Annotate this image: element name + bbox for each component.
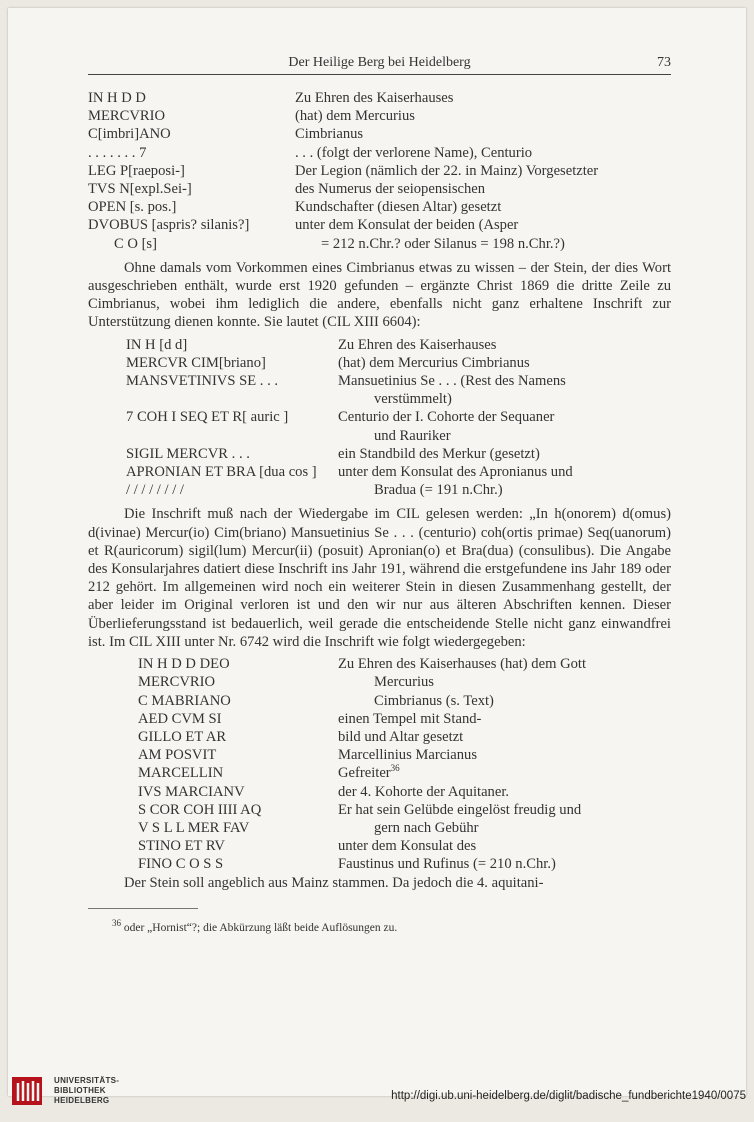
- latin-line: APRONIAN ET BRA [dua cos ]: [126, 464, 317, 481]
- inscription-row: [88, 180, 671, 198]
- latin-line: V S L L MER FAV: [138, 819, 250, 836]
- latin-line: IVS MARCIANV: [138, 783, 245, 800]
- german-line: [338, 764, 671, 782]
- inscription-row: [88, 89, 671, 107]
- german-line: gern nach Gebühr: [374, 819, 479, 836]
- german-line: (hat) dem Mercurius: [295, 108, 415, 125]
- inscription-row: [88, 801, 671, 819]
- inscription-row: [88, 764, 671, 782]
- scanned-page: [8, 8, 746, 1096]
- inscription-row: [88, 427, 671, 445]
- inscription-row: [88, 673, 671, 691]
- german-line: unter dem Konsulat der beiden (Asper: [295, 217, 519, 234]
- inscription-row: [88, 125, 671, 143]
- latin-line: [88, 427, 338, 445]
- inscription-3: [88, 655, 671, 873]
- inscription-row: [88, 783, 671, 801]
- inscription-row: [88, 144, 671, 162]
- inscription-row: [88, 372, 671, 390]
- german-line: Zu Ehren des Kaiserhauses: [295, 90, 454, 106]
- latin-line: . . . . . . . 7: [88, 144, 147, 161]
- latin-line: MERCVRIO: [138, 674, 216, 691]
- german-line: des Numerus der seiopensischen: [295, 181, 486, 198]
- german-line: Mercurius: [374, 674, 434, 691]
- library-logo: [10, 1073, 160, 1113]
- inscription-row: [88, 390, 671, 408]
- inscription-row: [88, 336, 671, 354]
- german-line: bild und Altar gesetzt: [338, 728, 464, 745]
- running-header: [88, 54, 671, 75]
- german-line: Zu Ehren des Kaiserhauses (hat) dem Gott: [338, 656, 587, 673]
- german-line: Bradua (= 191 n.Chr.): [374, 482, 503, 499]
- german-line: Cimbrianus: [295, 126, 364, 143]
- page-number: 73: [657, 55, 671, 70]
- german-line: . . . (folgt der verlorene Name), Centurio: [295, 144, 533, 161]
- latin-line: C MABRIANO: [138, 692, 231, 709]
- german-line: Marcellinius Marcianus: [338, 747, 478, 764]
- german-line: = 212 n.Chr.? oder Silanus = 198 n.Chr.?): [321, 235, 565, 252]
- logo-line: HEIDELBERG: [54, 1096, 110, 1105]
- latin-line: / / / / / / / /: [126, 482, 184, 499]
- footnote-number: 36: [112, 917, 121, 928]
- inscription-row: [88, 463, 671, 481]
- logo-line: UNIVERSITÄTS-: [54, 1076, 120, 1085]
- inscription-row: [88, 692, 671, 710]
- latin-line: MARCELLIN: [138, 765, 224, 782]
- latin-line: LEG P[raeposi-]: [88, 162, 185, 179]
- library-logo-text: [54, 1076, 119, 1106]
- library-logo-icon: [10, 1073, 46, 1109]
- german-line: unter dem Konsulat des Apronianus und: [338, 464, 573, 481]
- running-title: Der Heilige Berg bei Heidelberg: [288, 55, 471, 70]
- latin-line: OPEN [s. pos.]: [88, 199, 177, 216]
- inscription-row: [88, 837, 671, 855]
- latin-line: S COR COH IIII AQ: [138, 801, 262, 818]
- inscription-row: [88, 445, 671, 463]
- german-line: Zu Ehren des Kaiserhauses: [338, 336, 497, 353]
- page-content: [88, 54, 671, 937]
- inscription-row: [88, 855, 671, 873]
- latin-line: MERCVRIO: [88, 108, 166, 125]
- german-line: Der Legion (nämlich der 22. in Mainz) Vorgesetzter: [295, 162, 599, 179]
- paragraph-1: Ohne damals vom Vorkommen eines Cimbrianus etwas zu wissen – der Stein, der dies Wort ausgeschrieben enthält, wurde erst 1920 gefunden – ergänzte Christ 1869 die dritte Zeile zu Cimbrianus, wobei ihm lediglich die andere, ebenfalls nicht ganz erhaltene Inschrift zur Unterstützung dienen konnte. Sie lautet (CIL XIII 6604):: [88, 259, 671, 331]
- inscription-row: [88, 746, 671, 764]
- latin-line: MERCVR CIM[briano]: [126, 354, 266, 371]
- inscription-row: [88, 655, 671, 673]
- latin-line: 7 COH I SEQ ET R[ auric ]: [126, 409, 289, 426]
- logo-line: BIBLIOTHEK: [54, 1086, 106, 1095]
- german-line: (hat) dem Mercurius Cimbrianus: [338, 354, 530, 371]
- inscription-row: [88, 710, 671, 728]
- inscription-row: [88, 481, 671, 499]
- german-line: unter dem Konsulat des: [338, 838, 477, 855]
- latin-line: C O [s]: [114, 235, 157, 252]
- inscription-row: [88, 819, 671, 837]
- inscription-1: [88, 89, 671, 253]
- german-line: Faustinus und Rufinus (= 210 n.Chr.): [338, 856, 556, 873]
- german-line: verstümmelt): [374, 391, 452, 408]
- latin-line: AED CVM SI: [138, 710, 222, 727]
- latin-line: DVOBUS [aspris? silanis?]: [88, 217, 250, 234]
- latin-line: MANSVETINIVS SE . . .: [126, 373, 279, 390]
- inscription-row: [88, 408, 671, 426]
- latin-line: GILLO ET AR: [138, 728, 227, 745]
- german-line: einen Tempel mit Stand-: [338, 710, 482, 727]
- latin-line: C[imbri]ANO: [88, 126, 171, 143]
- german-line: und Rauriker: [374, 427, 451, 444]
- latin-line: TVS N[expl.Sei-]: [88, 181, 192, 198]
- footnote-reference: 36: [390, 763, 400, 774]
- german-line: Cimbrianus (s. Text): [374, 692, 494, 709]
- inscription-2: [88, 336, 671, 500]
- paragraph-2: Die Inschrift muß nach der Wiedergabe im CIL gelesen werden: „In h(onorem) d(omus) d(ivinae) Mercur(io) Cim(briano) Mansuetinius Se . . . (centurio) coh(ortis primae) Seq(uanorum) et R(auricorum) sigil(lum) Mercur(ii) (posuit) Apronian(o) et Bra(dua) (consulibus). Die Angabe des Konsularjahres datiert diese Inschrift ins Jahr 191, während die erstgefundene ins Jahr 189 oder 212 gehört. Im allgemeinen wird noch ein weiterer Stein in diesen Zusammenhang gestellt, der aber leider im Original verloren ist und den wir nur aus älteren Abschriften kennen. Dieser Überlieferungsstand ist bedauerlich, weil gerade die entscheidende Stelle nicht ganz einwandfrei ist. Im CIL XIII unter Nr. 6742 wird die Inschrift wie folgt wiedergegeben:: [88, 506, 671, 650]
- inscription-row: [88, 216, 671, 234]
- source-url-link[interactable]: http://digi.ub.uni-heidelberg.de/diglit/badische_fundberichte1940/0075: [391, 1090, 746, 1102]
- german-line: der 4. Kohorte der Aquitaner.: [338, 783, 510, 800]
- inscription-row: [88, 728, 671, 746]
- latin-line: [88, 390, 338, 408]
- paragraph-3: Der Stein soll angeblich aus Mainz stammen. Da jedoch die 4. aquitani-: [124, 874, 544, 891]
- latin-line: IN H [d d]: [126, 336, 188, 353]
- footnote-text: oder „Hornist“?; die Abkürzung läßt beide Auflösungen zu.: [123, 921, 398, 934]
- inscription-row: [88, 235, 671, 253]
- german-line: Kundschafter (diesen Altar) gesetzt: [295, 199, 502, 216]
- inscription-row: [88, 107, 671, 125]
- latin-line: STINO ET RV: [138, 838, 225, 855]
- footnote: [88, 919, 671, 937]
- inscription-row: [88, 198, 671, 216]
- german-line-text: Gefreiter: [338, 765, 391, 782]
- inscription-row: [88, 162, 671, 180]
- footnote-rule: [88, 908, 198, 909]
- latin-line: SIGIL MERCVR . . .: [126, 445, 250, 462]
- german-line: ein Standbild des Merkur (gesetzt): [338, 445, 540, 462]
- latin-line: FINO C O S S: [138, 856, 224, 873]
- latin-line: AM POSVIT: [138, 747, 217, 764]
- latin-line: IN H D D DEO: [138, 656, 230, 673]
- german-line: Mansuetinius Se . . . (Rest des Namens: [338, 373, 566, 390]
- inscription-row: [88, 354, 671, 372]
- german-line: Er hat sein Gelübde eingelöst freudig und: [338, 801, 582, 818]
- german-line: Centurio der I. Cohorte der Sequaner: [338, 409, 555, 426]
- latin-line: IN H D D: [88, 90, 146, 106]
